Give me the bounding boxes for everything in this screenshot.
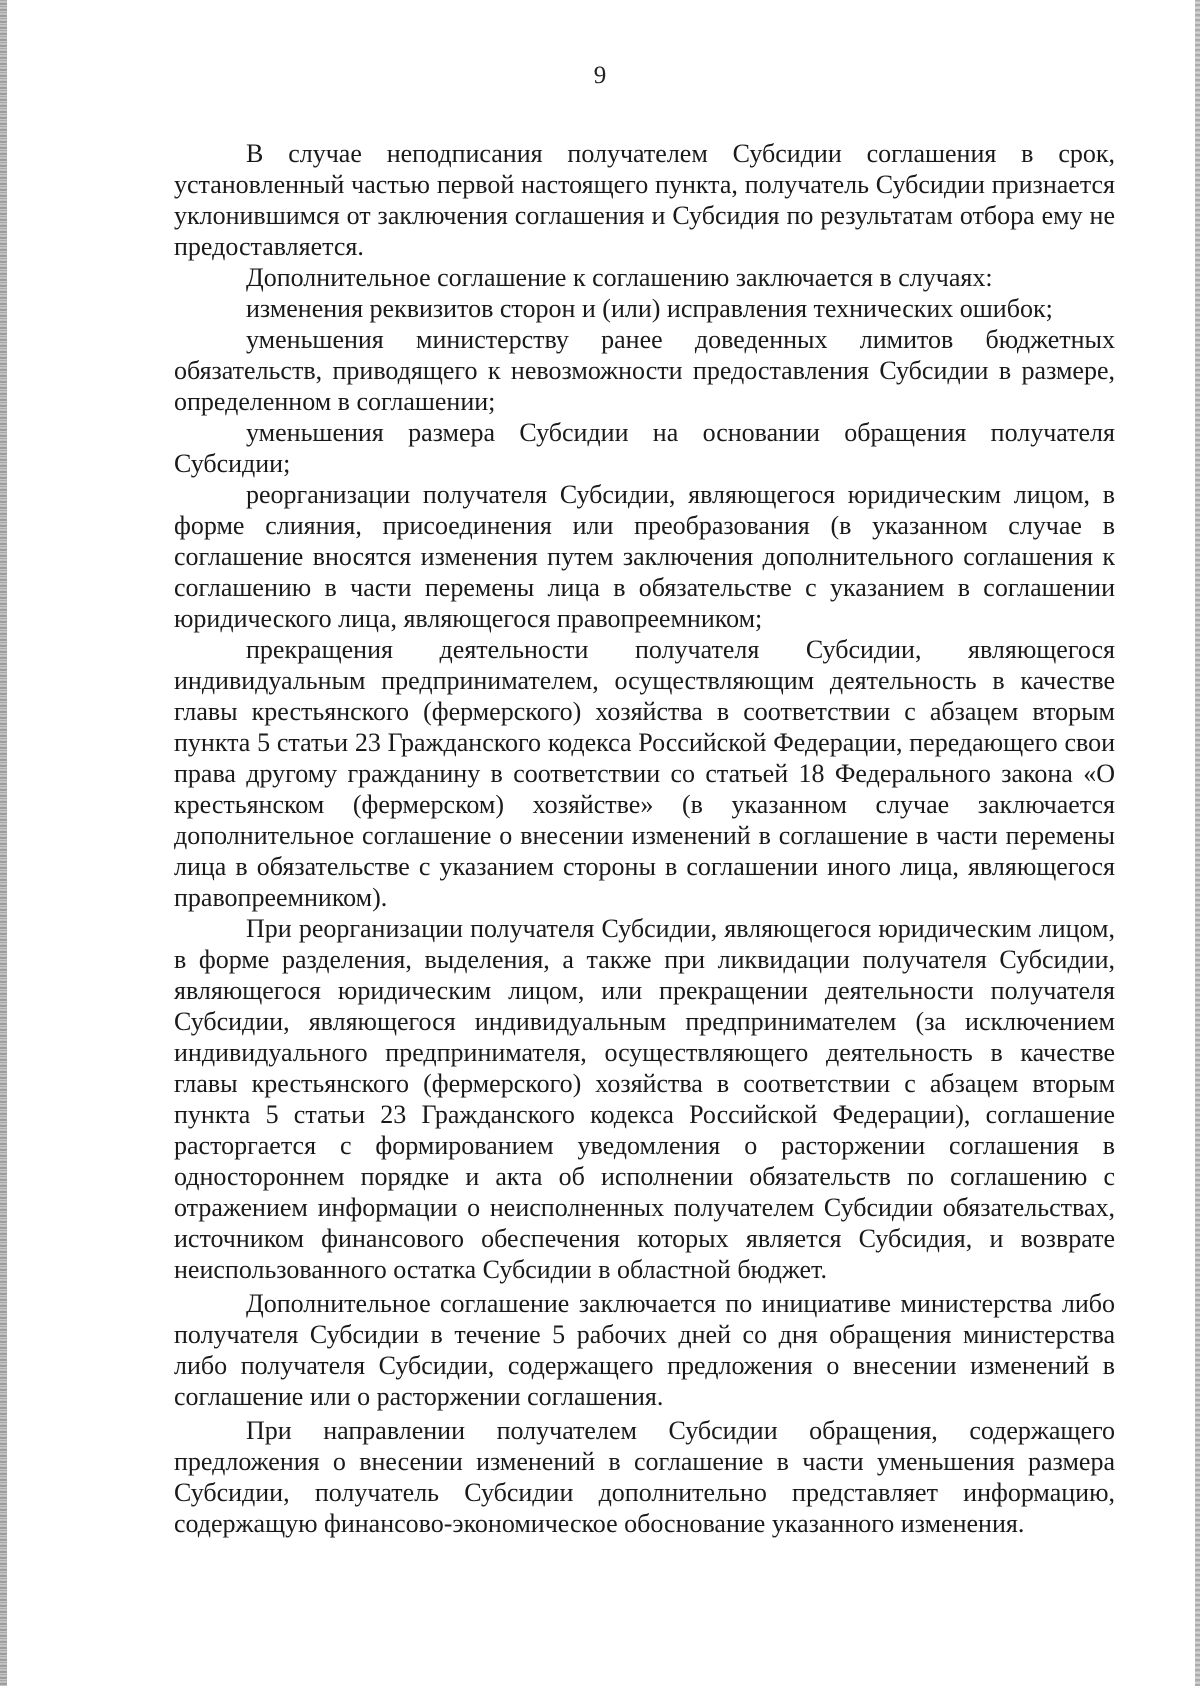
paragraph: При реорганизации получателя Субсидии, являющегося юридическим лицом, в форме разделения, выделения, а также при ликвидации получателя Субсидии, являющегося юридическим лицом, или прекращении деятельности получателя Субсидии, являющегося индивидуальным предпринимателем (за исключением индивидуального предпринимателя, осуществляющего деятельность в качестве главы крестьянского (фермерского) хозяйства в соответствии с абзацем вторым пункта 5 статьи 23 Гражданского кодекса Российской Федерации), соглашение расторгается с формированием уведомления о расторжении соглашения в одностороннем порядке и акта об исполнении обязательств по соглашению с отражением информации о неисполненных получателем Субсидии обязательствах, источником финансового обеспечения которых является Субсидия, и возврате неиспользованного остатка Субсидии в областной бюджет. [174,914,1115,1284]
paragraph: реорганизации получателя Субсидии, являющегося юридическим лицом, в форме слияния, присоединения или преобразования (в указанном случае в соглашение вносятся изменения путем заключения дополнительного соглашения к соглашению в части перемены лица в обязательстве с указанием в соглашении юридического лица, являющегося правопреемником; [174,480,1115,633]
document-body [174,138,1115,1539]
paragraph: Дополнительное соглашение заключается по инициативе министерства либо получателя Субсидии в течение 5 рабочих дней со дня обращения министерства либо получателя Субсидии, содержащего предложения о внесении изменений в соглашение или о расторжении соглашения. [174,1289,1115,1411]
paragraph: изменения реквизитов сторон и (или) исправления технических ошибок; [246,294,1053,323]
paragraph: уменьшения размера Субсидии на основании обращения получателя Субсидии; [174,418,1115,478]
paragraph: В случае неподписания получателем Субсидии соглашения в срок, установленный частью первой настоящего пункта, получатель Субсидии признается уклонившимся от заключения соглашения и Субсидия по результатам отбора ему не предоставляется. [174,139,1115,261]
scan-edge-left [0,0,7,1686]
paragraph: При направлении получателем Субсидии обращения, содержащего предложения о внесении изменений в соглашение в части уменьшения размера Субсидии, получатель Субсидии дополнительно представляет информацию, содержащую финансово-экономическое обоснование указанного изменения. [174,1416,1115,1538]
page-number: 9 [593,62,607,89]
paragraph: уменьшения министерству ранее доведенных лимитов бюджетных обязательств, приводящего к невозможности предоставления Субсидии в размере, определенном в соглашении; [174,325,1115,416]
paragraph: Дополнительное соглашение к соглашению заключается в случаях: [246,263,993,292]
scan-edge-right [1195,0,1200,1686]
paragraph: прекращения деятельности получателя Субсидии, являющегося индивидуальным предпринимателем, осуществляющим деятельность в качестве главы крестьянского (фермерского) хозяйства в соответствии с абзацем вторым пункта 5 статьи 23 Гражданского кодекса Российской Федерации, передающего свои права другому гражданину в соответствии со статьей 18 Федерального закона «О крестьянском (фермерском) хозяйстве» (в указанном случае заключается дополнительное соглашение о внесении изменений в соглашение в части перемены лица в обязательстве с указанием стороны в соглашении иного лица, являющегося правопреемником). [174,635,1115,912]
